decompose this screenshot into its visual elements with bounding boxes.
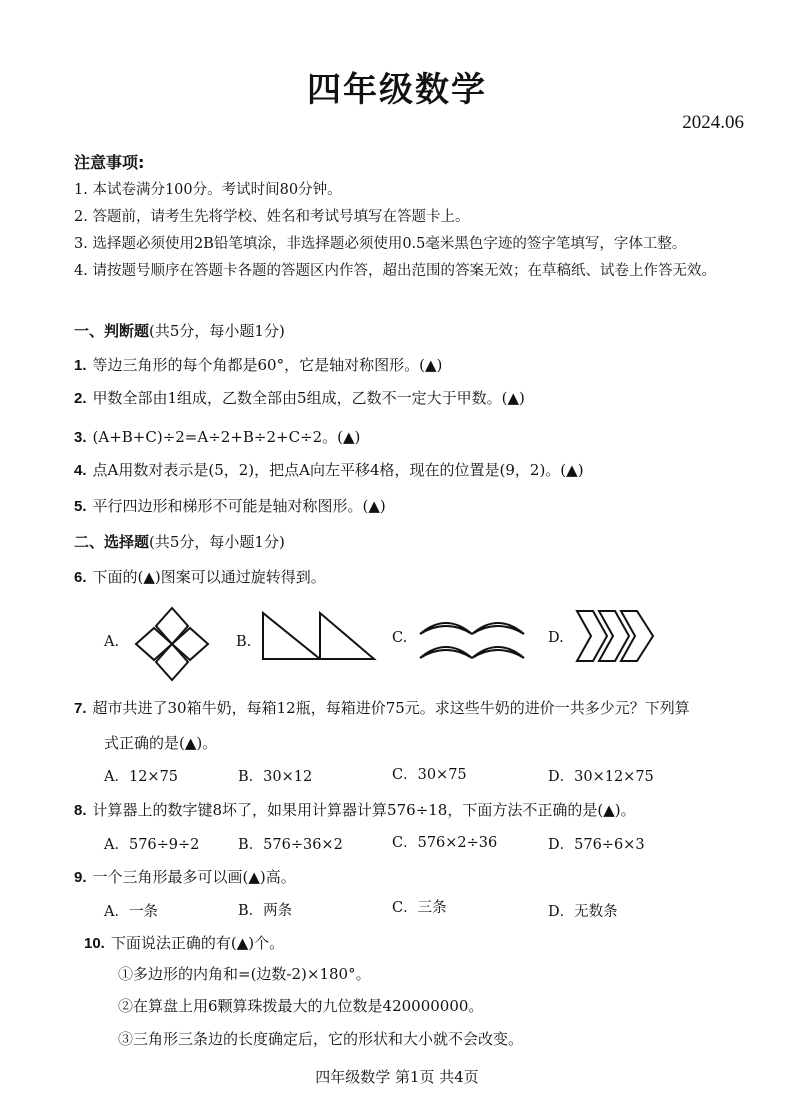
option-d: D．无数条 [548,904,618,920]
question-number: 2. [74,390,87,407]
section-note: (共5分，每小题1分) [149,533,285,551]
option-c: C．576×2÷36 [392,835,498,851]
page-title: 四年级数学 [307,70,487,110]
question-text: 等边三角形的每个角都是60°，它是轴对称图形。(▲) [92,356,443,374]
option-b-label: B. [236,634,252,650]
option-b: B．30×12 [238,769,313,785]
figure-a-four-rhombi [132,604,212,684]
option-c: C．30×75 [392,767,467,783]
notice-item: 3. 选择题必须使用2B铅笔填涂，非选择题必须使用0.5毫米黑色字迹的签字笔填写，字体工整。 [74,236,687,252]
figure-d-chevrons [574,608,658,664]
question-number: 7. [74,700,87,717]
question-number: 10. [84,935,105,952]
question-text: 超市共进了30箱牛奶，每箱12瓶，每箱进价75元。求这些牛奶的进价一共多少元？下列算 [92,699,690,717]
option-c-label: C. [392,630,408,646]
statement-item: ③三角形三条边的长度确定后，它的形状和大小就不会改变。 [118,1030,524,1048]
question-text: 平行四边形和梯形不可能是轴对称图形。(▲) [92,497,386,515]
option-a: A．一条 [104,904,158,920]
section-name: 一、判断题 [74,322,150,340]
question-2 [74,387,525,408]
question-1 [74,354,442,375]
question-text: (A+B+C)÷2=A÷2+B÷2+C÷2。(▲) [92,428,361,446]
question-3 [74,426,360,447]
question-6 [74,566,326,587]
page-footer: 四年级数学 第1页 共4页 [315,1068,479,1086]
figure-c-arcs [416,608,528,664]
notice-item: 1. 本试卷满分100分。考试时间80分钟。 [74,182,342,198]
question-7-line2: 式正确的是(▲)。 [104,734,218,752]
section-name: 二、选择题 [74,533,150,551]
option-d: D．576÷6×3 [548,837,645,853]
statement-item: ①多边形的内角和=(边数-2)×180°。 [118,965,371,983]
question-text: 一个三角形最多可以画(▲)高。 [92,868,296,886]
question-number: 1. [74,357,87,374]
section-judge-heading [74,320,285,341]
question-text: 计算器上的数字键8坏了，如果用计算器计算576÷18，下面方法不正确的是(▲)。 [92,801,636,819]
question-number: 9. [74,869,87,886]
question-text: 甲数全部由1组成，乙数全部由5组成，乙数不一定大于甲数。(▲) [92,389,525,407]
question-7 [74,697,690,718]
question-text: 点A用数对表示是(5，2)，把点A向左平移4格，现在的位置是(9，2)。(▲) [92,461,584,479]
question-number: 8. [74,802,87,819]
question-10 [84,932,284,953]
option-b: B．两条 [238,903,293,919]
option-d-label: D. [548,630,564,646]
option-d: D．30×12×75 [548,769,654,785]
question-number: 3. [74,429,87,446]
question-number: 6. [74,569,87,586]
section-choice-heading [74,531,285,552]
notice-item: 2. 答题前，请考生先将学校、姓名和考试号填写在答题卡上。 [74,209,470,225]
notice-item: 4. 请按题号顺序在答题卡各题的答题区内作答，超出范围的答案无效；在草稿纸、试卷上作答无效。 [74,263,716,279]
option-a: A．576÷9÷2 [104,837,200,853]
question-8 [74,799,636,820]
question-9 [74,866,296,887]
statement-item: ②在算盘上用6颗算珠拨最大的九位数是420000000。 [118,997,484,1015]
question-text: 下面的(▲)图案可以通过旋转得到。 [92,568,326,586]
question-4 [74,459,584,480]
notice-heading: 注意事项: [74,153,145,172]
option-a-label: A. [104,634,120,650]
option-a: A．12×75 [104,769,179,785]
question-number: 4. [74,462,87,479]
figure-b-two-triangles [260,610,378,662]
option-b: B．576÷36×2 [238,837,343,853]
section-note: (共5分，每小题1分) [149,322,285,340]
exam-date: 2024.06 [682,112,744,133]
question-5 [74,495,386,516]
option-c: C．三条 [392,900,447,916]
question-number: 5. [74,498,87,515]
question-text: 下面说法正确的有(▲)个。 [110,934,285,952]
